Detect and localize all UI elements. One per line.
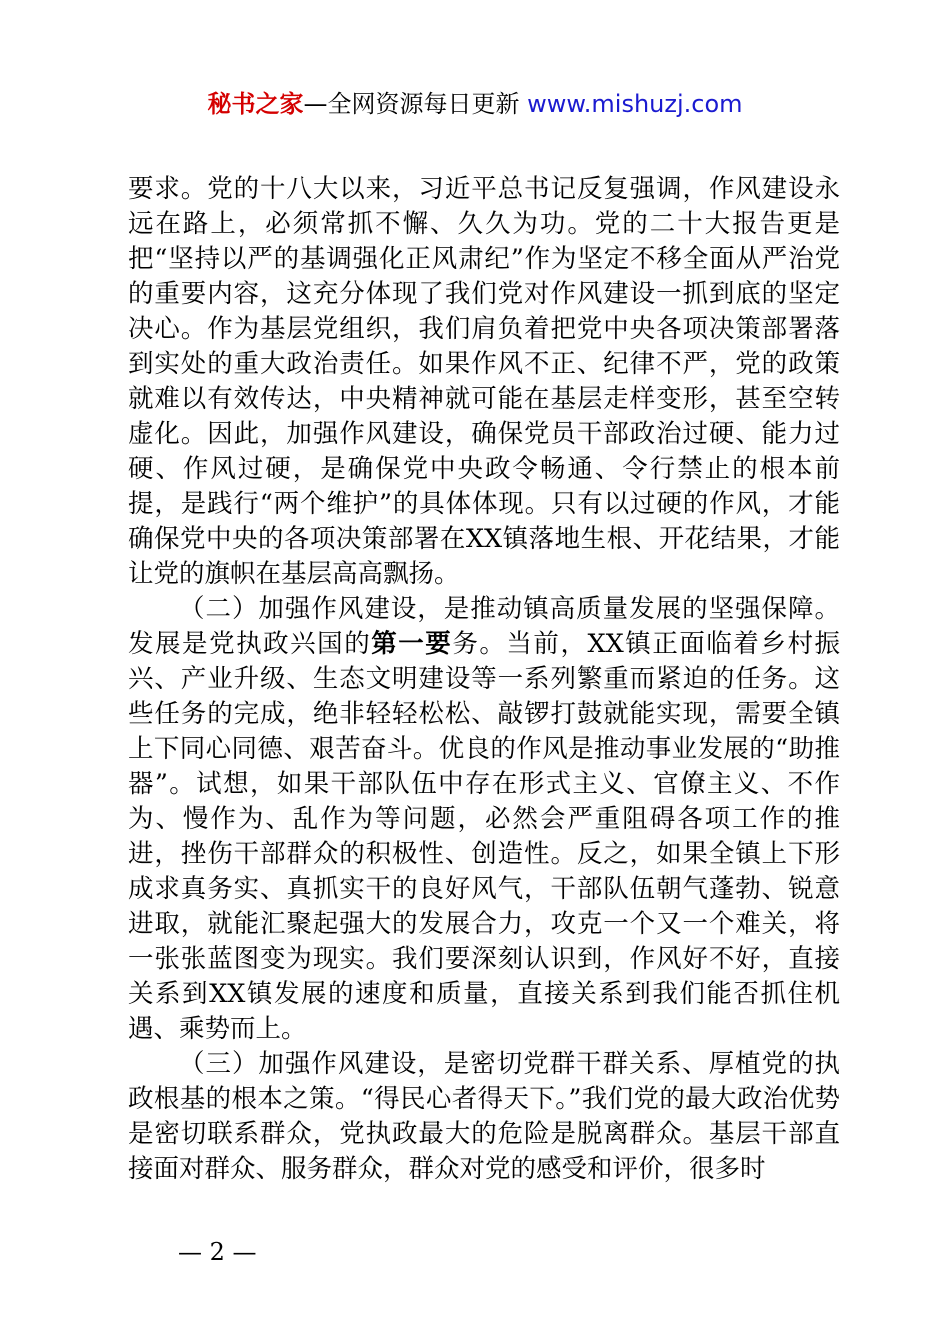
paragraph-continuation: 要求。党的十八大以来，习近平总书记反复强调，作风建设永远在路上，必须常抓不懈、久久为功。党的二十大报告更是把“坚持以严的基调强化正风肃纪”作为坚定不移全面从严治党的重要内容，这充分体现了我们党对作风建设一抓到底的坚定决心。作为基层党组织，我们肩负着把党中央各项决策部署落到实处的重大政治责任。如果作风不正、纪律不严，党的政策就难以有效传达，中央精神就可能在基层走样变形，甚至空转虚化。因此，加强作风建设，确保党员干部政治过硬、能力过硬、作风过硬，是确保党中央政令畅通、令行禁止的根本前提，是践行“两个维护”的具体体现。只有以过硬的作风，才能确保党中央的各项决策部署在XX镇落地生根、开花结果，才能让党的旗帜在基层高高飘扬。 — [128, 174, 840, 589]
page-number: — 2 — — [178, 1238, 257, 1266]
section-2-text-end: 务。当前，XX镇正面临着乡村振兴、产业升级、生态文明建设等一系列繁重而紧迫的任务。这些任务的完成，绝非轻轻松松、敲锣打鼓就能实现，需要全镇上下同心同德、艰苦奋斗。优良的作风是推动事业发展的“助推器”。试想，如果干部队伍中存在形式主义、官僚主义、不作为、慢作为、乱作为等问题，必然会严重阻碍各项工作的推进，挫伤干部群众的积极性、创造性。反之，如果全镇上下形成求真务实、真抓实干的良好风气，干部队伍朝气蓬勃、锐意进取，就能汇聚起强大的发展合力，攻克一个又一个难关，将一张张蓝图变为现实。我们要深刻认识到，作风好不好，直接关系到XX镇发展的速度和质量，直接关系到我们能否抓住机遇、乘势而上。 — [128, 629, 840, 1044]
paragraph-section-3: （三）加强作风建设，是密切党群干群关系、厚植党的执政根基的根本之策。“得民心者得天下。”我们党的最大政治优势是密切联系群众，党执政最大的危险是脱离群众。基层干部直接面对群众、服务群众，群众对党的感受和评价，很多时 — [128, 1049, 840, 1184]
brand-name: 秘书之家 — [207, 90, 304, 118]
paragraph-section-2 — [128, 592, 840, 1047]
document-body — [128, 172, 840, 1187]
header-tagline: —全网资源每日更新 — [303, 90, 528, 118]
section-2-text-start: （二）加强作风建设，是推动镇高质量发展的坚强保障。发展是党执政兴国的 — [128, 594, 840, 659]
site-header — [0, 88, 950, 120]
section-2-bold-text: 第一要 — [371, 629, 453, 659]
site-url-link[interactable]: www.mishuzj.com — [527, 90, 743, 118]
